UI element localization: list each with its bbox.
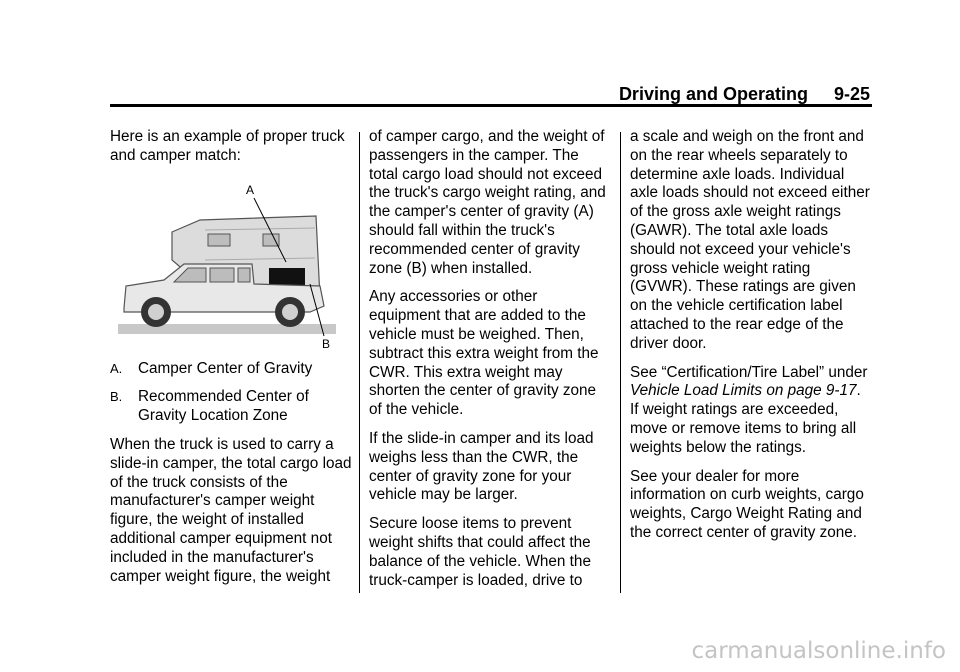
body-paragraph: Secure loose items to prevent weight shifts that could affect the balance of the vehicle. When the truck-camper is loaded, drive to <box>369 515 591 589</box>
column-divider <box>620 132 621 593</box>
truck-window <box>210 268 234 282</box>
legend-letter: A. <box>110 360 123 376</box>
cross-reference-link[interactable]: Vehicle Load Limits on page 9-17 <box>630 382 857 400</box>
body-paragraph: of camper cargo, and the weight of passengers in the camper. The total cargo load should not exceed the truck's cargo weight rating, and the camper's center of gravity (A) should fall within the truck's recommended center of gravity zone (B) when installed. <box>369 128 606 277</box>
truck-window <box>238 268 250 282</box>
column-2 <box>369 128 611 600</box>
body-paragraph: If the slide-in camper and its load weighs less than the CWR, the center of gravity zone for your vehicle may be larger. <box>369 429 594 504</box>
rear-hub <box>282 304 298 320</box>
camper-window <box>208 234 230 246</box>
header-rule <box>110 104 872 107</box>
text-run: . If weight ratings are exceeded, move or remove items to bring all weights below the ratings. <box>630 382 861 456</box>
page-header <box>619 84 870 105</box>
section-title: Driving and Operating <box>618 84 808 104</box>
figure-label-a: A <box>246 182 255 197</box>
legend-item <box>110 360 352 379</box>
legend-letter: B. <box>110 389 123 405</box>
front-hub <box>148 304 164 320</box>
text-run: See “Certification/Tire Label” under <box>630 363 868 381</box>
figure-label-b: B <box>322 336 331 351</box>
legend-item <box>110 388 352 426</box>
body-paragraph: See your dealer for more information on curb weights, cargo weights, Cargo Weight Rating and the correct center of gravity zone. <box>630 467 864 541</box>
page-number: 9-25 <box>833 84 870 104</box>
intro-text: Here is an example of proper truck and camper match: <box>110 128 345 164</box>
body-paragraph: Any accessories or other equipment that are added to the vehicle must be weighed. Then, subtract this extra weight from the CWR. This extra weight may shorten the center of gravity zone of the vehicle. <box>369 288 599 419</box>
body-paragraph: a scale and weigh on the front and on the rear wheels separately to determine axle loads. Individual axle loads should not exceed either of the gross axle weight ratings (GAWR). The total axle loads should not exceed your vehicle's gross vehicle weight rating (GVWR). These ratings are given on the vehicle certification label attached to the rear edge of the driver door. <box>630 128 870 352</box>
column-1 <box>110 128 352 596</box>
legend-text: Camper Center of Gravity <box>138 359 313 377</box>
truck-camper-illustration <box>110 176 350 352</box>
legend-text: Recommended Center of Gravity Location Zone <box>138 388 309 425</box>
body-paragraph: When the truck is used to carry a slide-in camper, the total cargo load of the truck consists of the manufacturer's camper weight figure, the weight of installed additional camper equipment not included in the manufacturer's camper weight figure, the weight <box>110 435 352 585</box>
column-3 <box>630 128 872 553</box>
column-divider <box>359 132 360 593</box>
body-paragraph <box>630 364 872 458</box>
watermark: carmanualsonline.info <box>691 638 946 664</box>
